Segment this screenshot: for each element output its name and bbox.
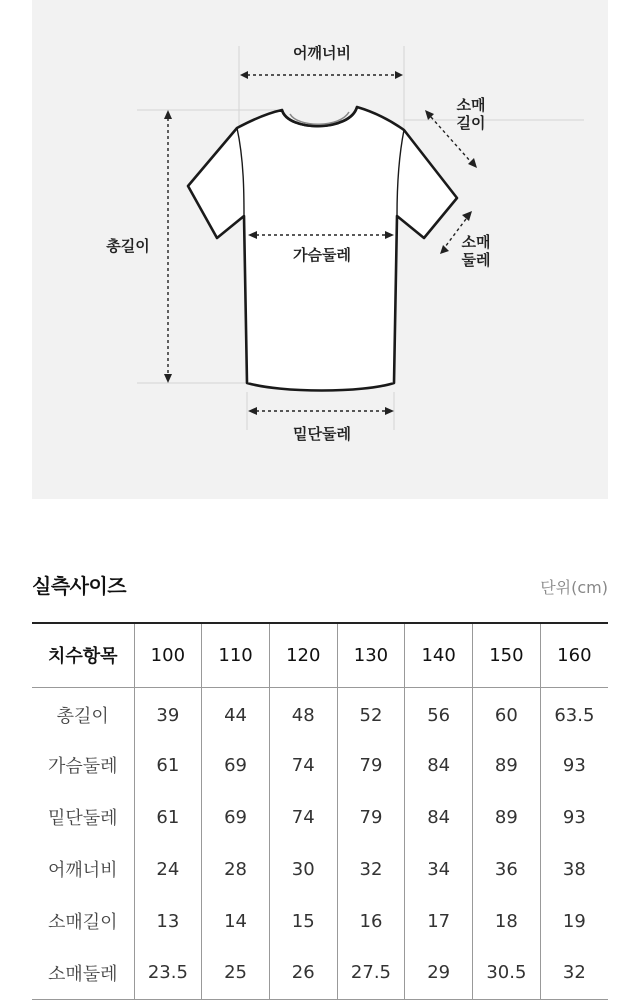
table-cell: 69 xyxy=(202,739,270,791)
table-row xyxy=(32,791,608,843)
table-cell: 24 xyxy=(134,843,202,895)
table-cell: 28 xyxy=(202,843,270,895)
table-cell: 61 xyxy=(134,791,202,843)
table-cell: 30.5 xyxy=(473,947,541,999)
table-cell: 79 xyxy=(337,739,405,791)
unit-label: 단위(cm) xyxy=(540,578,608,597)
table-cell: 13 xyxy=(134,895,202,947)
table-row xyxy=(32,687,608,739)
table-cell: 84 xyxy=(405,739,473,791)
table-cell: 84 xyxy=(405,791,473,843)
table-cell: 23.5 xyxy=(134,947,202,999)
table-cell: 18 xyxy=(473,895,541,947)
label-shoulder: 어깨너비 xyxy=(293,44,351,62)
size-table xyxy=(32,622,608,1000)
table-cell: 74 xyxy=(269,791,337,843)
row-label: 밑단둘레 xyxy=(47,808,118,829)
header-cell: 130 xyxy=(337,623,405,687)
size-diagram xyxy=(32,0,608,499)
table-cell: 48 xyxy=(269,687,337,739)
table-cell: 32 xyxy=(540,947,608,999)
table-cell: 15 xyxy=(269,895,337,947)
table-cell: 89 xyxy=(473,739,541,791)
label-total-length: 총길이 xyxy=(106,237,150,255)
header-cell: 140 xyxy=(405,623,473,687)
header-cell: 치수항목 xyxy=(32,623,134,687)
table-cell: 74 xyxy=(269,739,337,791)
table-cell: 39 xyxy=(134,687,202,739)
row-label: 어깨너비 xyxy=(47,860,118,881)
table-cell: 93 xyxy=(540,791,608,843)
table-row xyxy=(32,843,608,895)
table-cell: 79 xyxy=(337,791,405,843)
table-cell: 14 xyxy=(202,895,270,947)
table-cell: 19 xyxy=(540,895,608,947)
header-cell: 150 xyxy=(473,623,541,687)
table-cell: 26 xyxy=(269,947,337,999)
table-row xyxy=(32,947,608,999)
section-title: 실측사이즈 xyxy=(32,574,127,598)
row-label: 소매둘레 xyxy=(32,947,134,999)
table-cell: 89 xyxy=(473,791,541,843)
header-cell: 110 xyxy=(202,623,270,687)
table-cell: 69 xyxy=(202,791,270,843)
label-chest: 가슴둘레 xyxy=(293,246,351,264)
label-sleeve-circ: 소매 둘레 xyxy=(461,233,491,269)
label-hem: 밑단둘레 xyxy=(293,425,351,443)
label-sleeve-length: 소매 길이 xyxy=(456,96,486,132)
table-cell: 30 xyxy=(269,843,337,895)
table-header-row xyxy=(32,623,608,687)
table-cell: 38 xyxy=(540,843,608,895)
table-cell: 61 xyxy=(134,739,202,791)
table-cell: 93 xyxy=(540,739,608,791)
table-cell: 60 xyxy=(473,687,541,739)
table-cell: 63.5 xyxy=(540,687,608,739)
table-cell: 32 xyxy=(337,843,405,895)
row-label: 소매길이 xyxy=(47,912,118,933)
table-row xyxy=(32,739,608,791)
header-cell: 100 xyxy=(134,623,202,687)
table-cell: 36 xyxy=(473,843,541,895)
header-cell: 160 xyxy=(540,623,608,687)
row-label: 총길이 xyxy=(56,706,109,728)
table-cell: 27.5 xyxy=(337,947,405,999)
table-cell: 29 xyxy=(405,947,473,999)
table-cell: 25 xyxy=(202,947,270,999)
row-label: 가슴둘레 xyxy=(47,756,118,777)
table-cell: 16 xyxy=(337,895,405,947)
table-row xyxy=(32,895,608,947)
table-cell: 34 xyxy=(405,843,473,895)
table-cell: 52 xyxy=(337,687,405,739)
table-cell: 17 xyxy=(405,895,473,947)
table-cell: 44 xyxy=(202,687,270,739)
header-cell: 120 xyxy=(269,623,337,687)
table-cell: 56 xyxy=(405,687,473,739)
